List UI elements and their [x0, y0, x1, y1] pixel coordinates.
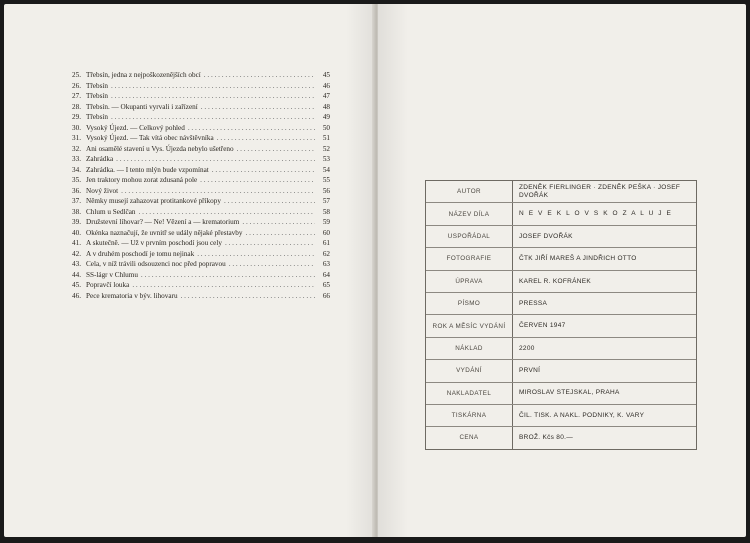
left-page: [4, 4, 376, 537]
toc-entry-title: Cela, v níž trávili odsouzenci noc před popravou: [86, 260, 226, 268]
toc-entry-page: 52: [322, 144, 330, 153]
toc-leader-dots: [121, 186, 315, 197]
toc-entry-title: Pece krematoria v býv. lihovaru: [86, 291, 178, 300]
colophon-label: NÁZEV DÍLA: [426, 203, 513, 224]
toc-entry: [72, 207, 330, 218]
toc-entry-number: 29.: [72, 113, 81, 121]
toc-entry-title: Okénka naznačují, že uvnitř se udály nějaké přestavby: [86, 228, 243, 237]
toc-entry: [72, 228, 330, 239]
toc-entry-number: 36.: [72, 186, 81, 195]
toc-entry: [72, 81, 330, 92]
toc-entry-page: 45: [322, 71, 330, 79]
table-of-contents: [72, 70, 330, 301]
toc-leader-dots: [204, 70, 315, 81]
toc-entry-title: Družstevní líhovar? — Ne! Vězení a — krematorium: [86, 218, 240, 226]
colophon-value: ZDENĚK FIERLINGER · ZDENĚK PEŠKA · JOSEF DVOŘÁK: [519, 184, 681, 199]
colophon-label: VYDÁNÍ: [426, 360, 513, 381]
toc-leader-dots: [197, 249, 315, 260]
colophon-row: [426, 181, 696, 203]
toc-leader-dots: [229, 259, 315, 270]
toc-entry-number: 38.: [72, 207, 81, 216]
toc-entry: [72, 249, 330, 260]
toc-entry: [72, 133, 330, 144]
toc-entry: [72, 175, 330, 186]
toc-entry-page: 51: [322, 134, 330, 142]
toc-leader-dots: [217, 133, 315, 144]
colophon-value: MIROSLAV STEJSKAL, PRAHA: [519, 389, 620, 397]
toc-entry: [72, 270, 330, 281]
toc-leader-dots: [237, 144, 315, 155]
toc-leader-dots: [212, 165, 315, 176]
colophon-label: USPOŘÁDAL: [426, 226, 513, 247]
colophon-row: [426, 293, 696, 315]
toc-leader-dots: [225, 238, 315, 249]
toc-leader-dots: [139, 207, 315, 218]
toc-entry: [72, 154, 330, 165]
toc-entry-page: 66: [322, 291, 330, 300]
colophon-row: [426, 360, 696, 382]
toc-entry-title: Popravčí louka: [86, 281, 130, 289]
toc-entry-title: Třebsín: [86, 113, 108, 121]
colophon-row: [426, 271, 696, 293]
toc-entry-number: 42.: [72, 249, 81, 258]
toc-entry-page: 59: [322, 218, 330, 226]
colophon-row: [426, 203, 696, 225]
toc-entry-page: 58: [322, 207, 330, 216]
toc-entry-page: 53: [322, 155, 330, 163]
colophon-value: ČTK JIŘÍ MAREŠ A JINDŘICH OTTO: [519, 255, 637, 263]
toc-entry-number: 40.: [72, 228, 81, 237]
toc-entry: [72, 238, 330, 249]
toc-entry-number: 31.: [72, 134, 81, 142]
toc-entry-page: 64: [322, 270, 330, 279]
toc-entry-number: 34.: [72, 165, 81, 174]
colophon-table: [425, 180, 697, 450]
toc-entry-page: 61: [322, 239, 330, 247]
toc-entry: [72, 165, 330, 176]
colophon-label: AUTOR: [426, 181, 513, 202]
toc-leader-dots: [111, 91, 315, 102]
toc-entry-number: 32.: [72, 144, 81, 153]
toc-entry-title: Němky musejí zahazovat protitankové příkopy: [86, 197, 221, 205]
colophon-value: 2200: [519, 344, 535, 352]
toc-entry-title: Jen traktory mohou zorat zdusaná pole: [86, 176, 198, 184]
toc-entry-title: Vysoký Újezd. — Celkový pohled: [86, 123, 185, 132]
toc-entry-title: SS-lágr v Chlumu: [86, 270, 138, 279]
toc-entry-title: A skutečně. — Už v prvním poschodí jsou cely: [86, 239, 222, 247]
colophon-row: [426, 383, 696, 405]
toc-entry-title: Třebsín. — Okupanti vyrvali i zařízení: [86, 102, 198, 111]
toc-entry: [72, 259, 330, 270]
colophon-value: JOSEF DVOŘÁK: [519, 232, 573, 240]
toc-entry-number: 27.: [72, 92, 81, 100]
colophon-label: TISKÁRNA: [426, 405, 513, 426]
toc-entry-title: Chlum u Sedlčan: [86, 207, 136, 216]
toc-entry-page: 62: [322, 249, 330, 258]
toc-entry: [72, 102, 330, 113]
toc-entry-page: 60: [322, 228, 330, 237]
colophon-row: [426, 405, 696, 427]
toc-entry: [72, 144, 330, 155]
colophon-row: [426, 338, 696, 360]
toc-entry-number: 37.: [72, 197, 81, 205]
toc-leader-dots: [116, 154, 315, 165]
toc-entry-number: 28.: [72, 102, 81, 111]
toc-entry: [72, 91, 330, 102]
toc-entry-title: Zahrádka. — I tento mlýn bude vzpomínat: [86, 165, 209, 174]
toc-leader-dots: [188, 123, 315, 134]
toc-leader-dots: [201, 102, 315, 113]
toc-entry: [72, 280, 330, 291]
toc-entry: [72, 196, 330, 207]
toc-entry-number: 25.: [72, 71, 81, 79]
toc-entry-number: 44.: [72, 270, 81, 279]
colophon-value: PRVNÍ: [519, 367, 541, 375]
toc-entry: [72, 70, 330, 81]
colophon-label: NÁKLAD: [426, 338, 513, 359]
toc-entry-title: Nový život: [86, 186, 119, 195]
colophon-label: FOTOGRAFIE: [426, 248, 513, 269]
toc-entry-title: Třebsín, jedna z nejpoškozenějších obcí: [86, 71, 201, 79]
toc-entry: [72, 186, 330, 197]
toc-leader-dots: [132, 280, 315, 291]
colophon-value: ČERVEN 1947: [519, 322, 566, 330]
toc-entry-page: 57: [322, 197, 330, 205]
toc-leader-dots: [200, 175, 315, 186]
colophon-value: N E V E K L O V S K O Z A L U J E: [519, 210, 673, 218]
toc-entry-title: Vysoký Újezd. — Tak vítá obec návštěvníka: [86, 134, 214, 142]
toc-entry-number: 45.: [72, 281, 81, 289]
colophon-label: CENA: [426, 427, 513, 448]
toc-entry-number: 41.: [72, 239, 81, 247]
colophon-value: PRESSA: [519, 299, 548, 307]
colophon-row: [426, 427, 696, 448]
toc-leader-dots: [111, 81, 315, 92]
toc-leader-dots: [245, 228, 315, 239]
toc-leader-dots: [224, 196, 315, 207]
toc-entry-title: Ani osamělé stavení u Vys. Újezda nebylo ušetřeno: [86, 144, 234, 153]
toc-entry: [72, 291, 330, 302]
toc-entry-number: 30.: [72, 123, 81, 132]
toc-entry-title: A v druhém poschodí je tomu nejinak: [86, 249, 195, 258]
colophon-row: [426, 226, 696, 248]
toc-leader-dots: [111, 112, 315, 123]
toc-leader-dots: [242, 217, 315, 228]
toc-entry-number: 39.: [72, 218, 81, 226]
toc-entry-page: 47: [322, 92, 330, 100]
toc-entry-page: 54: [322, 165, 330, 174]
right-page: [378, 4, 746, 537]
toc-entry-page: 63: [322, 260, 330, 268]
toc-entry-number: 46.: [72, 291, 81, 300]
toc-entry-title: Zahrádka: [86, 155, 114, 163]
colophon-row: [426, 315, 696, 337]
toc-entry: [72, 123, 330, 134]
toc-leader-dots: [141, 270, 315, 281]
colophon-value: ČIL. TISK. A NAKL. PODNIKY, K. VARY: [519, 411, 645, 419]
toc-entry: [72, 112, 330, 123]
toc-entry-number: 35.: [72, 176, 81, 184]
colophon-label: ÚPRAVA: [426, 271, 513, 292]
colophon-label: NAKLADATEL: [426, 383, 513, 404]
toc-entry: [72, 217, 330, 228]
fold-shadow-right: [378, 4, 408, 537]
toc-entry-page: 48: [322, 102, 330, 111]
toc-entry-page: 46: [322, 81, 330, 90]
toc-entry-title: Třebsín: [86, 92, 108, 100]
colophon-row: [426, 248, 696, 270]
toc-entry-page: 55: [322, 176, 330, 184]
toc-entry-number: 33.: [72, 155, 81, 163]
toc-entry-number: 43.: [72, 260, 81, 268]
toc-entry-title: Třebsín: [86, 81, 108, 90]
colophon-value: KAREL R. KOFRÁNEK: [519, 277, 592, 285]
colophon-label: ROK A MĚSÍC VYDÁNÍ: [426, 315, 513, 336]
colophon-value: BROŽ. Kčs 80.—: [519, 434, 574, 442]
toc-entry-page: 49: [322, 113, 330, 121]
toc-entry-page: 56: [322, 186, 330, 195]
toc-entry-number: 26.: [72, 81, 81, 90]
toc-entry-page: 50: [322, 123, 330, 132]
toc-entry-page: 65: [322, 281, 330, 289]
toc-leader-dots: [181, 291, 315, 302]
colophon-label: PÍSMO: [426, 293, 513, 314]
